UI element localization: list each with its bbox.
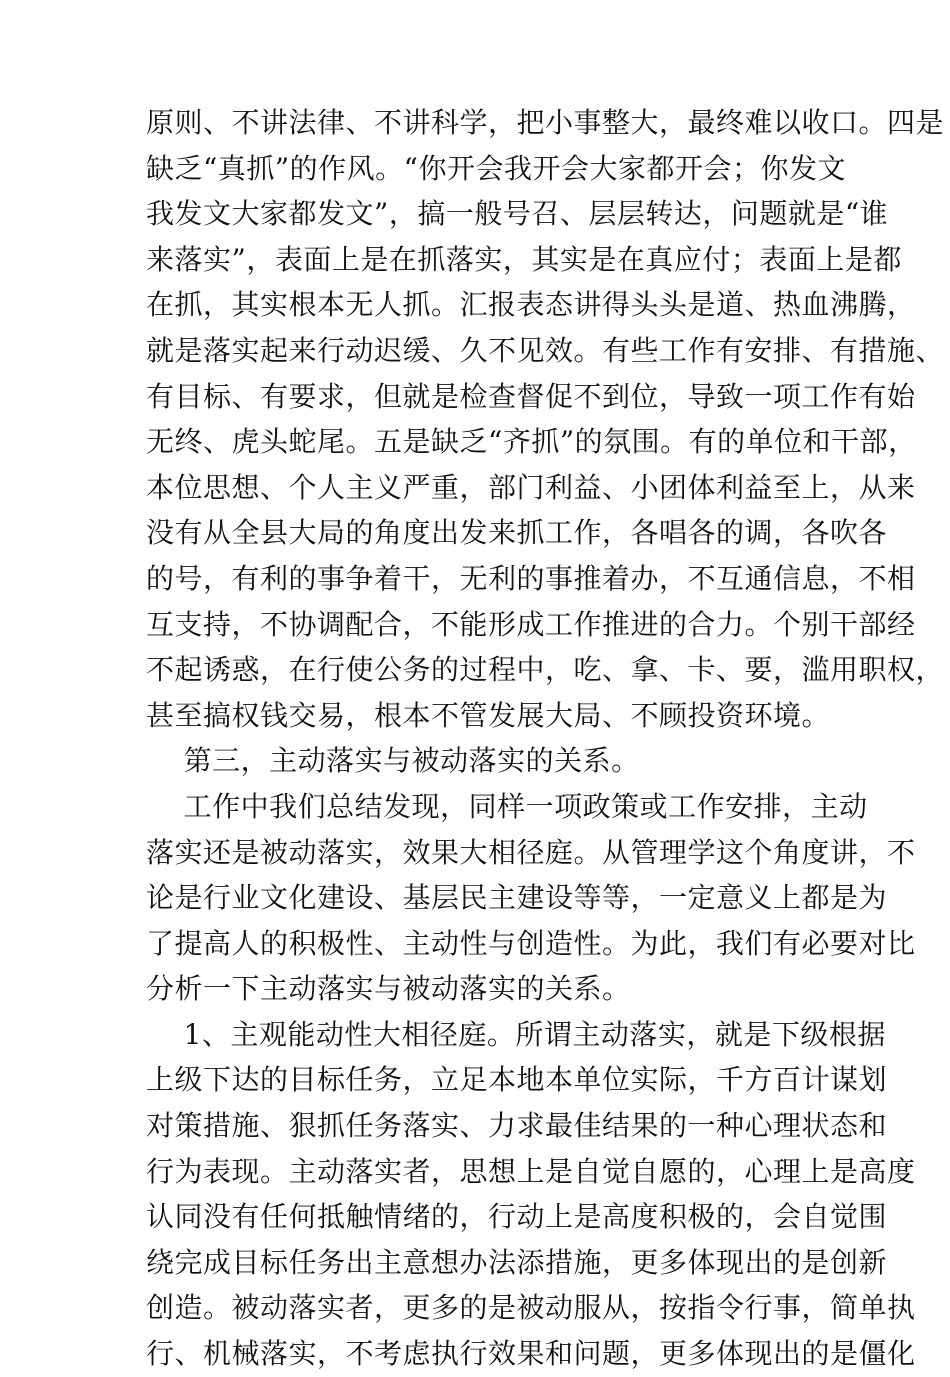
text-line-6: 就是落实起来行动迟缓、久不见效。有些工作有安排、有措施、 (146, 333, 945, 367)
text-line-2: 缺乏“真抓”的作风。“你开会我开会大家都开会；你发文 (146, 151, 846, 185)
text-line-9: 本位思想、个人主义严重，部门利益、小团体利益至上，从来 (146, 470, 916, 504)
text-line-22: 上级下达的目标任务，立足本地本单位实际，千方百计谋划 (146, 1063, 888, 1097)
text-line-13: 不起诱惑，在行使公务的过程中，吃、拿、卡、要，滥用职权， (146, 653, 945, 687)
text-line-14: 甚至搞权钱交易，根本不管发展大局、不顾投资环境。 (146, 698, 831, 732)
text-line-17: 落实还是被动落实，效果大相径庭。从管理学这个角度讲，不 (146, 835, 916, 869)
section-heading: 第三，主动落实与被动落实的关系。 (146, 744, 640, 778)
text-line-1: 原则、不讲法律、不讲科学，把小事整大，最终难以收口。四是 (146, 106, 945, 139)
text-line-19: 了提高人的积极性、主动性与创造性。为此，我们有必要对比 (146, 926, 916, 960)
text-line-26: 绕完成目标任务出主意想办法添措施，更多体现出的是创新 (146, 1245, 888, 1279)
text-line-3: 我发文大家都发文”，搞一般号召、层层转达，问题就是“谁 (146, 197, 889, 231)
text-line-12: 互支持，不协调配合，不能形成工作推进的合力。个别干部经 (146, 607, 916, 641)
text-line-23: 对策措施、狠抓任务落实、力求最佳结果的一种心理状态和 (146, 1109, 888, 1143)
text-line-27: 创造。被动落实者，更多的是被动服从，按指令行事，简单执 (146, 1291, 916, 1325)
text-line-18: 论是行业文化建设、基层民主建设等等，一定意义上都是为 (146, 881, 888, 915)
text-line-16: 工作中我们总结发现，同样一项政策或工作安排，主动 (146, 789, 868, 823)
text-line-8: 无终、虎头蛇尾。五是缺乏“齐抓”的氛围。有的单位和干部， (146, 425, 917, 459)
text-line-24: 行为表现。主动落实者，思想上是自觉自愿的，心理上是高度 (146, 1154, 916, 1188)
text-line-20: 分析一下主动落实与被动落实的关系。 (146, 972, 631, 1006)
text-line-7: 有目标、有要求，但就是检查督促不到位，导致一项工作有始 (146, 379, 916, 413)
text-line-10: 没有从全县大局的角度出发来抓工作，各唱各的调，各吹各 (146, 516, 888, 550)
document-page (146, 100, 945, 1377)
text-line-5: 在抓，其实根本无人抓。汇报表态讲得头头是道、热血沸腾， (146, 288, 916, 322)
text-line-11: 的号，有利的事争着干，无利的事推着办，不互通信息，不相 (146, 561, 916, 595)
text-line-4: 来落实”，表面上是在抓落实，其实是在真应付；表面上是都 (146, 242, 902, 276)
text-line-21: 1、主观能动性大相径庭。所谓主动落实，就是下级根据 (146, 1017, 886, 1051)
text-line-25: 认同没有任何抵触情绪的，行动上是高度积极的，会自觉围 (146, 1200, 888, 1234)
text-line-28: 行、机械落实，不考虑执行效果和问题，更多体现出的是僵化 (146, 1337, 916, 1371)
